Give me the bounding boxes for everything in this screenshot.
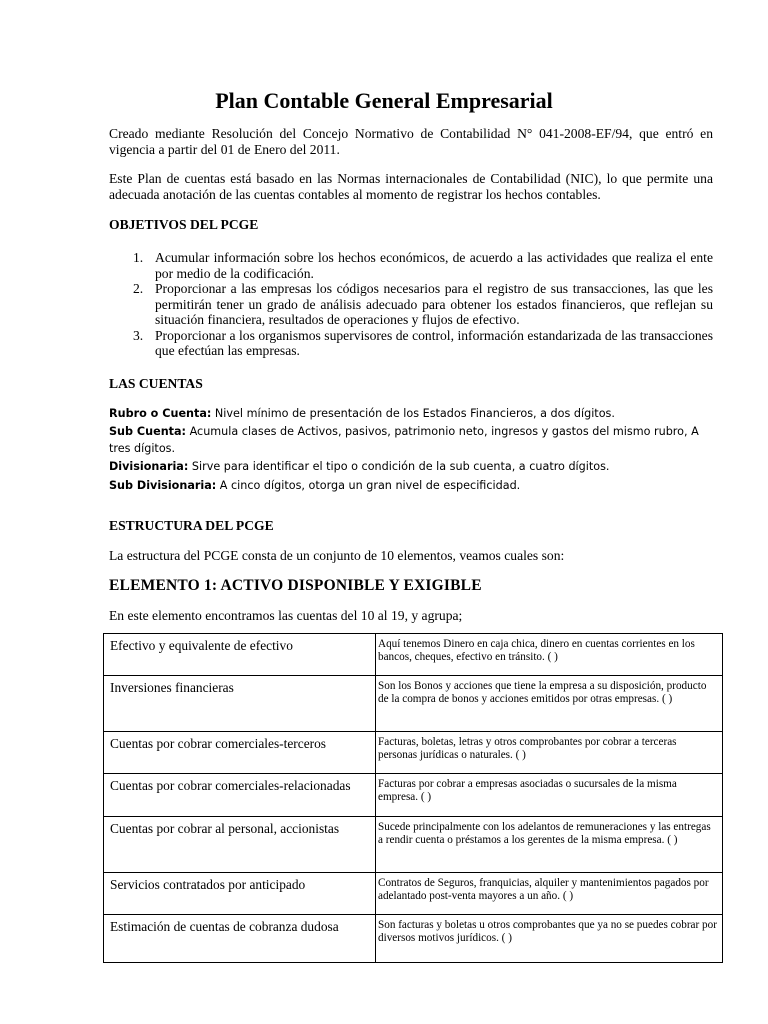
account-description: Son facturas y boletas u otros comprobantes que ya no se puedes cobrar por diversos motivos jurídicos. ( ) (376, 915, 723, 963)
definition-sub-cuenta (109, 423, 719, 457)
definition-divisionaria (109, 457, 719, 476)
objetivo-item (133, 328, 713, 359)
definition-text: Nivel mínimo de presentación de los Estados Financieros, a dos dígitos. (211, 407, 615, 420)
account-name: Estimación de cuentas de cobranza dudosa (104, 915, 376, 963)
table-row (104, 873, 723, 915)
table-row (104, 774, 723, 817)
document-title: Plan Contable General Empresarial (215, 88, 553, 113)
definition-term: Sub Cuenta: (109, 425, 187, 438)
account-name: Cuentas por cobrar comerciales-relacionadas (104, 774, 376, 817)
elemento-1-heading: ELEMENTO 1: ACTIVO DISPONIBLE Y EXIGIBLE (109, 577, 482, 594)
objetivos-list (133, 250, 713, 359)
definition-text: A cinco dígitos, otorga un gran nivel de especificidad. (216, 479, 521, 492)
account-name: Inversiones financieras (104, 676, 376, 732)
account-description: Sucede principalmente con los adelantos de remuneraciones y las entregas a rendir cuenta o préstamos a los gerentes de la misma empresa. ( ) (376, 817, 723, 873)
objetivos-heading: OBJETIVOS DEL PCGE (109, 217, 259, 232)
account-name: Servicios contratados por anticipado (104, 873, 376, 915)
elemento-1-table (103, 633, 723, 963)
elemento-1-text: En este elemento encontramos las cuentas del 10 al 19, y agrupa; (109, 608, 463, 623)
definition-term: Divisionaria: (109, 460, 189, 473)
objetivo-text: Acumular información sobre los hechos económicos, de acuerdo a las actividades que realiza el ente por medio de la codificación. (155, 250, 713, 281)
objetivo-text: Proporcionar a las empresas los códigos necesarios para el registro de sus transacciones, las que les permitirán tener un grado de análisis adecuado para obtener los estados financieros, que reflejan su situación financiera, resultados de operaciones y flujos de efectivo. (155, 281, 713, 327)
account-description: Facturas por cobrar a empresas asociadas o sucursales de la misma empresa. ( ) (376, 774, 723, 817)
objetivo-text: Proporcionar a los organismos supervisores de control, información estandarizada de las transacciones que efectúan las empresas. (155, 327, 713, 358)
definition-text: Sirve para identificar el tipo o condición de la sub cuenta, a cuatro dígitos. (188, 460, 610, 473)
table-row (104, 676, 723, 732)
definition-term: Sub Divisionaria: (109, 479, 217, 492)
estructura-heading: ESTRUCTURA DEL PCGE (109, 518, 274, 533)
objetivo-number: 1. (133, 250, 144, 265)
definition-rubro (109, 404, 719, 423)
table-row (104, 732, 723, 774)
account-name: Efectivo y equivalente de efectivo (104, 634, 376, 676)
account-description: Aquí tenemos Dinero en caja chica, dinero en cuentas corrientes en los bancos, cheques, efectivo en tránsito. ( ) (376, 634, 723, 676)
account-description: Facturas, boletas, letras y otros comprobantes por cobrar a terceras personas jurídicas o naturales. ( ) (376, 732, 723, 774)
definition-term: Rubro o Cuenta: (109, 407, 212, 420)
objetivo-item (133, 281, 713, 328)
definition-sub-divisionaria (109, 476, 719, 495)
intro-paragraph-2: Este Plan de cuentas está basado en las Normas internacionales de Contabilidad (NIC), lo que permite una adecuada anotación de las cuentas contables al momento de registrar los hechos contables. (109, 171, 713, 202)
objetivo-number: 2. (133, 281, 144, 296)
objetivo-number: 3. (133, 327, 144, 343)
account-name: Cuentas por cobrar al personal, accionistas (104, 817, 376, 873)
estructura-text: La estructura del PCGE consta de un conjunto de 10 elementos, veamos cuales son: (109, 548, 565, 563)
cuentas-definitions (109, 404, 719, 495)
account-description: Contratos de Seguros, franquicias, alquiler y mantenimientos pagados por adelantado post-venta mayores a un año. ( ) (376, 873, 723, 915)
definition-text: Acumula clases de Activos, pasivos, patrimonio neto, ingresos y gastos del mismo rubro, A tres dígitos. (109, 425, 699, 455)
table-row (104, 915, 723, 963)
table-row (104, 817, 723, 873)
objetivo-item (133, 250, 713, 281)
las-cuentas-heading: LAS CUENTAS (109, 376, 203, 391)
table-row (104, 634, 723, 676)
account-description: Son los Bonos y acciones que tiene la empresa a su disposición, producto de la compra de bonos y acciones emitidos por otras empresas. ( ) (376, 676, 723, 732)
account-name: Cuentas por cobrar comerciales-terceros (104, 732, 376, 774)
intro-paragraph-1: Creado mediante Resolución del Concejo Normativo de Contabilidad N° 041-2008-EF/94, que entró en vigencia a partir del 01 de Enero del 2011. (109, 126, 713, 157)
